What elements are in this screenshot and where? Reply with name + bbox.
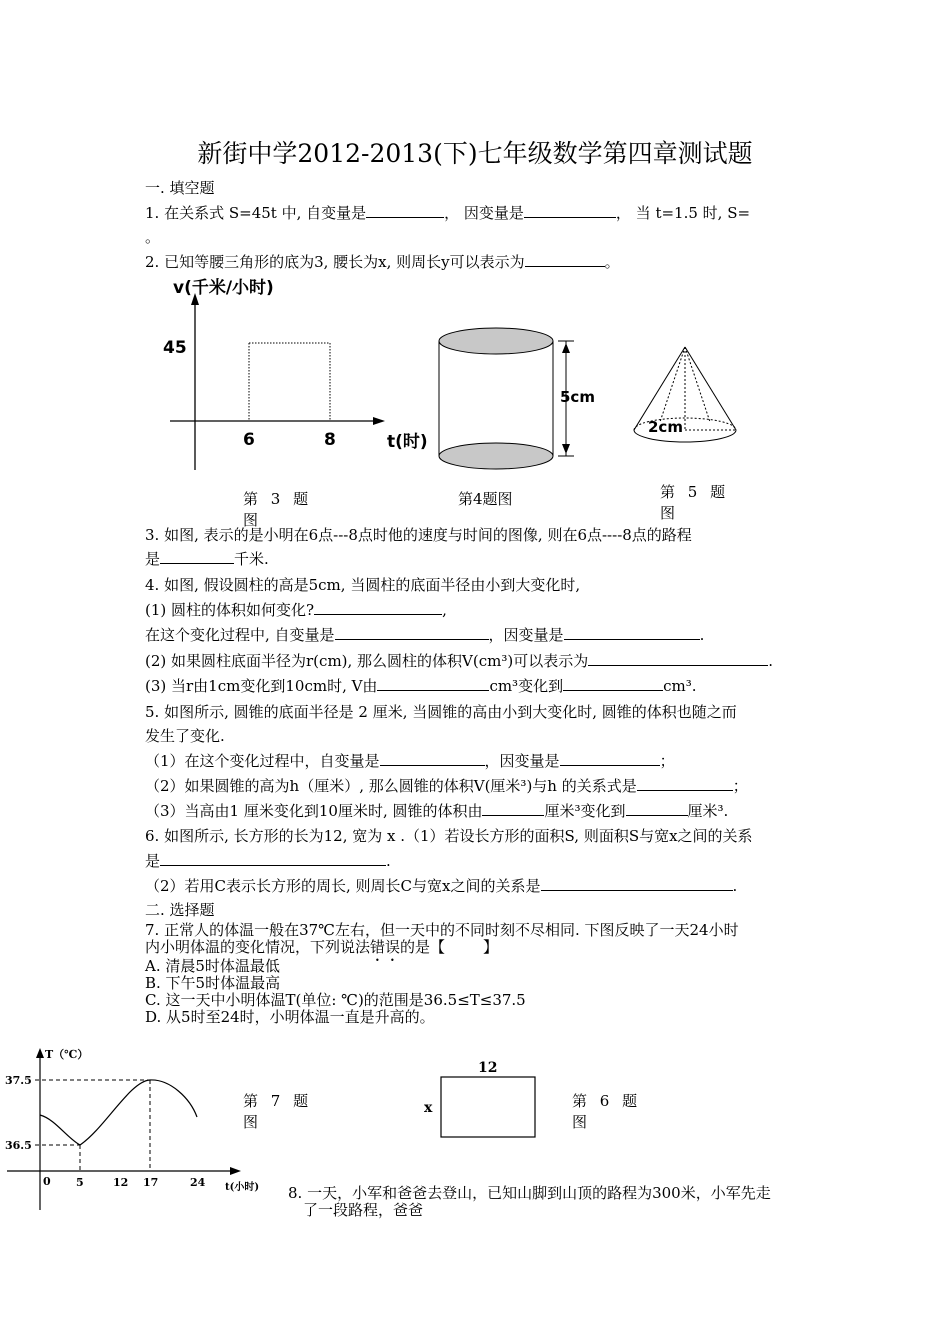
x-axis-arrow <box>373 417 385 425</box>
question-5: 5. 如图所示, 圆锥的底面半径是 2 厘米, 当圆锥的高由小到大变化时, 圆锥的体积也随之而 <box>145 703 737 721</box>
question-4: 4. 如图, 假设圆柱的高是5cm, 当圆柱的底面半径由小到大变化时, <box>145 576 581 594</box>
figure-4-caption: 第4题图 <box>458 490 513 508</box>
y-axis-label: T（℃） <box>45 1048 89 1061</box>
question-2: 2. 已知等腰三角形的底为3, 腰长为x, 则周长y可以表示为 。 <box>145 253 620 271</box>
figure-5-cone <box>628 342 748 452</box>
cylinder-top <box>439 328 553 354</box>
x-tick-24: 24 <box>190 1176 206 1189</box>
option-a[interactable]: A. 清晨5时体温最低 <box>145 957 280 975</box>
figure-4-cylinder <box>430 325 630 475</box>
y-value-45: 45 <box>163 338 187 358</box>
cylinder-bottom <box>439 443 553 469</box>
answer-blank[interactable] <box>525 252 605 267</box>
question-5-line-2: 发生了变化. <box>145 727 225 745</box>
x-axis-label: t(小时) <box>225 1182 260 1193</box>
section-fill-in: 一. 填空题 <box>145 179 215 197</box>
figure-3-caption: 第 3 题图 <box>243 490 309 529</box>
x-tick-12: 12 <box>113 1176 129 1189</box>
question-6-line-2: 是 . <box>145 852 391 870</box>
answer-blank[interactable] <box>626 801 688 816</box>
figure-3-graph <box>163 275 428 485</box>
answer-blank[interactable] <box>160 549 234 564</box>
answer-blank[interactable] <box>380 751 485 766</box>
answer-blank[interactable] <box>366 203 444 218</box>
radius-label: 2cm <box>648 418 683 436</box>
question-3-line-2: 是 千米. <box>145 550 269 568</box>
answer-blank[interactable] <box>160 851 386 866</box>
answer-blank[interactable] <box>377 676 489 691</box>
figure-6-rectangle <box>420 1055 550 1145</box>
question-7-line-2: 内小明体温的变化情况，下列说法错误的是【 】 <box>145 938 499 956</box>
x-tick-0: 0 <box>43 1175 51 1188</box>
question-4-part-2: (2) 如果圆柱底面半径为r(cm), 那么圆柱的体积V(cm³)可以表示为 . <box>145 652 774 670</box>
figure-6-caption: 第 6 题图 <box>572 1092 638 1131</box>
answer-blank[interactable] <box>541 876 733 891</box>
page-title: 新街中学2012-2013(下)七年级数学第四章测试题 <box>197 139 753 168</box>
question-5-part-3: （3）当高由1 厘米变化到10厘米时, 圆锥的体积由 厘米³变化到 厘米³. <box>145 802 729 820</box>
figure-5-caption: 第 5 题图 <box>660 483 726 522</box>
height-arrow-top <box>562 343 570 353</box>
figure-7-caption: 第 7 题图 <box>243 1092 309 1131</box>
answer-blank[interactable] <box>563 676 663 691</box>
rectangle <box>441 1077 535 1137</box>
answer-blank[interactable] <box>482 801 544 816</box>
answer-blank[interactable] <box>560 751 660 766</box>
figure-7-temperature-graph <box>5 1043 260 1213</box>
answer-blank[interactable] <box>564 625 700 640</box>
answer-blank[interactable] <box>637 776 733 791</box>
y-axis-arrow <box>36 1048 44 1058</box>
answer-blank[interactable] <box>524 203 616 218</box>
option-b[interactable]: B. 下午5时体温最高 <box>145 974 281 992</box>
x-tick-6: 6 <box>243 430 255 450</box>
question-6: 6. 如图所示, 长方形的长为12, 宽为 x .（1）若设长方形的面积S, 则面积S与宽x之间的关系 <box>145 827 753 845</box>
option-c[interactable]: C. 这一天中小明体温T(单位: ℃)的范围是36.5≤T≤37.5 <box>145 991 526 1009</box>
question-1-end: 。 <box>145 228 161 246</box>
x-tick-8: 8 <box>324 430 336 450</box>
question-5-part-2: （2）如果圆锥的高为h（厘米）, 那么圆锥的体积V(厘米³)与h 的关系式是 ； <box>145 777 748 795</box>
section-multiple-choice: 二. 选择题 <box>145 901 215 919</box>
y-axis-label: v(千米/小时) <box>173 278 274 298</box>
x-axis-label: t(时) <box>387 432 428 452</box>
option-d[interactable]: D. 从5时至24时，小明体温一直是升高的。 <box>145 1008 435 1026</box>
x-tick-5: 5 <box>76 1176 84 1189</box>
answer-blank[interactable] <box>588 651 768 666</box>
height-arrow-bottom <box>562 444 570 454</box>
question-8: 8. 一天，小军和爸爸去登山，已知山脚到山顶的路程为300米，小军先走 <box>288 1184 771 1202</box>
answer-blank[interactable] <box>314 600 442 615</box>
question-6-part-2: （2）若用C表示长方形的周长, 则周长C与宽x之间的关系是 . <box>145 877 738 895</box>
question-5-part-1: （1）在这个变化过程中，自变量是 ，因变量是 ； <box>145 752 675 770</box>
width-label: x <box>424 1100 433 1116</box>
x-tick-17: 17 <box>143 1176 159 1189</box>
height-label: 5cm <box>560 388 595 406</box>
length-label: 12 <box>478 1060 498 1076</box>
y-tick-37-5: 37.5 <box>5 1074 32 1087</box>
x-axis-arrow <box>230 1167 241 1175</box>
question-3: 3. 如图, 表示的是小明在6点---8点时他的速度与时间的图像, 则在6点----8点的路程 <box>145 526 692 544</box>
question-4-part-1: (1) 圆柱的体积如何变化? , <box>145 601 447 619</box>
question-4-part-3: (3) 当r由1cm变化到10cm时, V由 cm³变化到 cm³. <box>145 677 697 695</box>
question-7: 7. 正常人的体温一般在37℃左右，但一天中的不同时刻不尽相同. 下图反映了一天24小时 <box>145 921 739 939</box>
question-8-line-2: 了一段路程，爸爸 <box>303 1201 424 1219</box>
y-tick-36-5: 36.5 <box>5 1139 32 1152</box>
temperature-curve <box>40 1080 197 1145</box>
answer-blank[interactable] <box>335 625 489 640</box>
question-4-variables: 在这个变化过程中, 自变量是 ，因变量是 . <box>145 626 705 644</box>
question-1: 1. 在关系式 S=45t 中, 自变量是 ， 因变量是 ， 当 t=1.5 时, S= <box>145 204 751 222</box>
